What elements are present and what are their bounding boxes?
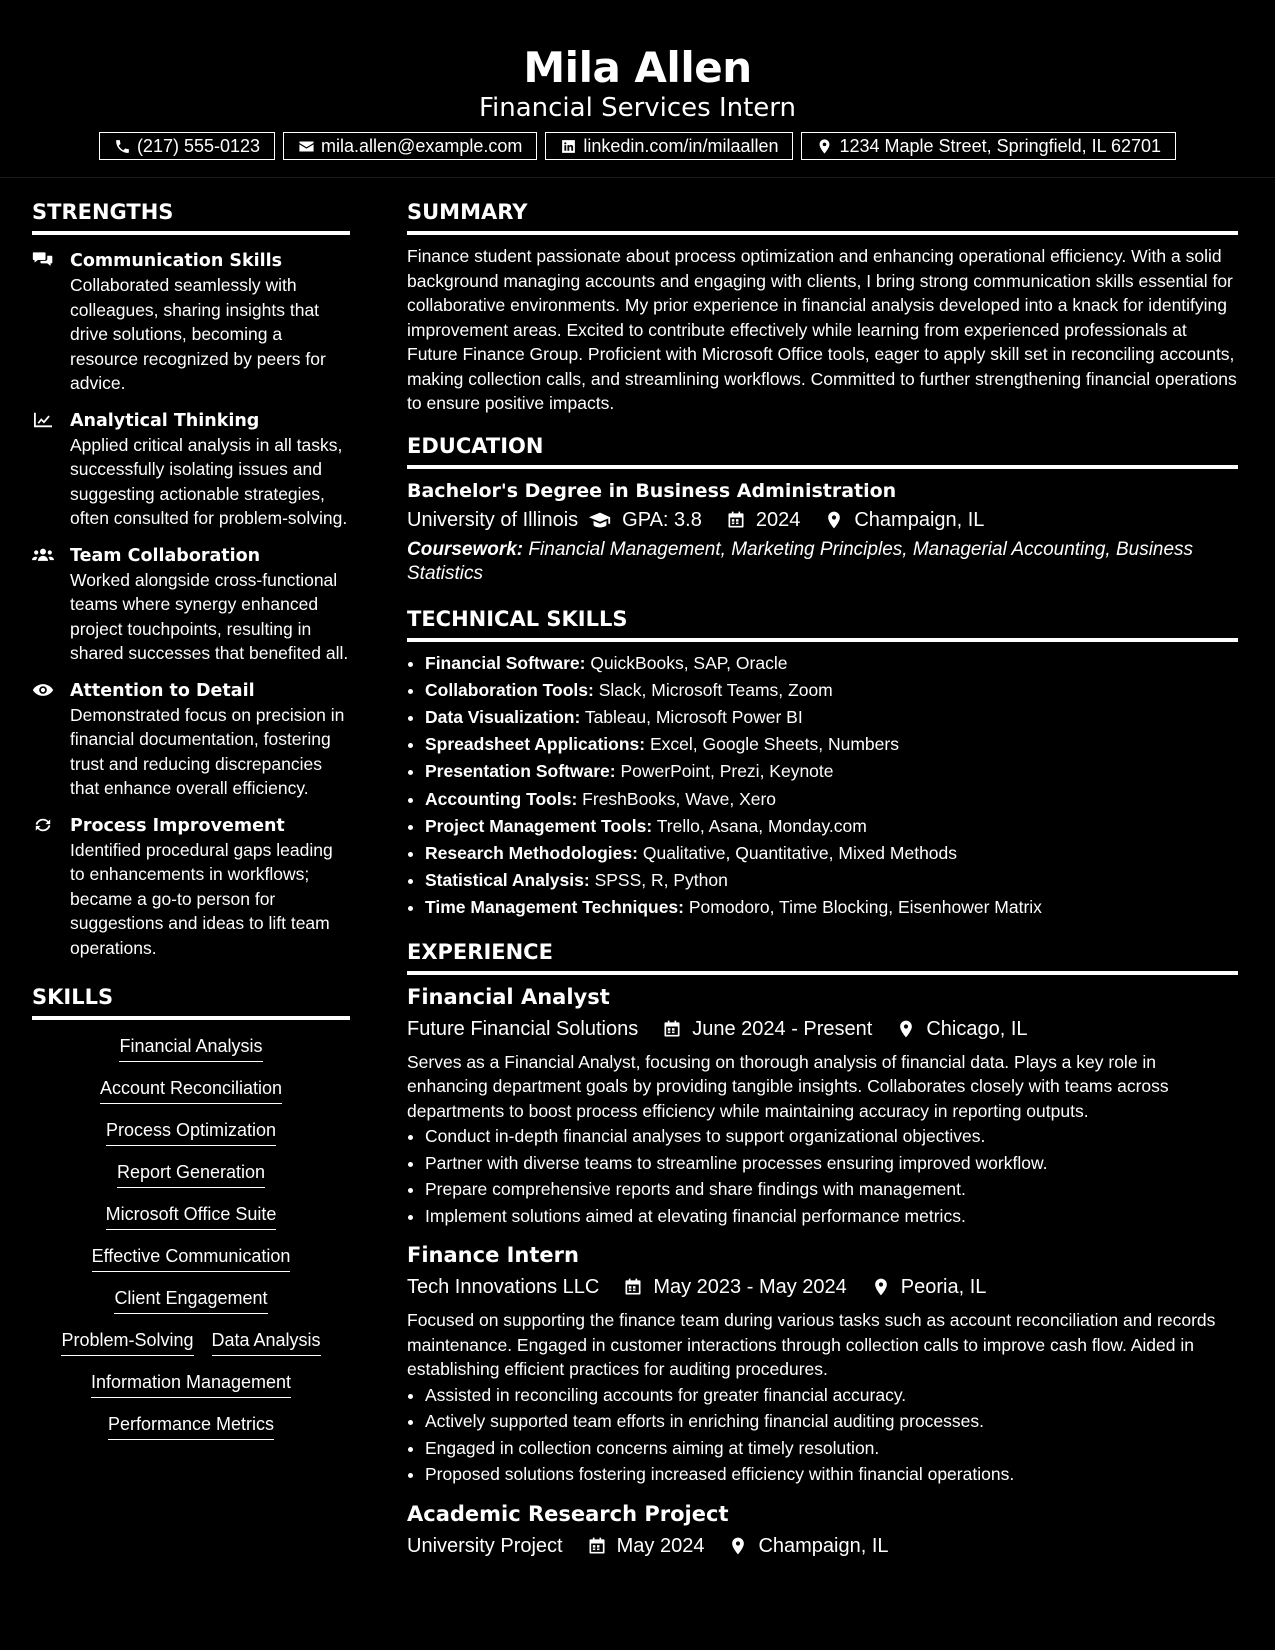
skills-heading: SKILLS [32, 984, 350, 1020]
school-name: University of Illinois [407, 508, 579, 531]
comments-icon [32, 251, 54, 269]
job-meta [407, 1013, 1238, 1045]
email-text: mila.allen@example.com [321, 135, 523, 156]
summary-text: Finance student passionate about process optimization and enhancing operational efficiency. With a solid background managing accounts and engaging with clients, I bring strong communication skills essential for collaborative environments. My prior experience in financial analysis developed into a knack for identifying improvement areas. Excited to contribute effectively while learning from experienced professionals at Future Finance Group. Proficient with Microsoft Office tools, eager to apply skill set in reconciling accounts, making collection calls, and streamlining workflows. Committed to further strengthening financial operations to ensure positive impacts. [407, 246, 1237, 413]
strength-title: Attention to Detail [70, 680, 255, 701]
job-dates: May 2024 [616, 1534, 705, 1557]
experience-entry [407, 1500, 1238, 1562]
strength-desc: Identified procedural gaps leading to enhancements in workflows; became a go-to person for suggestions and ideas to lift team operations. [70, 839, 333, 958]
list-item: • Data Visualization: Tableau, Microsoft Power BI [425, 704, 1238, 731]
coursework [407, 538, 1238, 586]
calendar-icon [587, 1536, 607, 1556]
job-meta [407, 1530, 1238, 1562]
calendar-icon [623, 1277, 643, 1297]
strength-item [32, 814, 350, 961]
list-item: • Implement solutions aimed at elevating financial performance metrics. [425, 1203, 1238, 1230]
company-name: Tech Innovations LLC [407, 1276, 600, 1299]
strength-title: Process Improvement [70, 815, 285, 836]
strength-title: Analytical Thinking [70, 410, 260, 431]
job-meta [407, 1271, 1238, 1303]
graduation-cap-icon [588, 510, 612, 530]
job-title: Financial Analyst [407, 984, 610, 1009]
degree-title: Bachelor's Degree in Business Administration [407, 479, 897, 502]
list-item: • Presentation Software: PowerPoint, Prezi, Keynote [425, 758, 1238, 785]
skill-tag: Microsoft Office Suite [106, 1202, 277, 1230]
candidate-name: Mila Allen [523, 43, 752, 92]
skills-list [32, 1034, 350, 1440]
skill-tag: Financial Analysis [119, 1034, 262, 1062]
list-item: • Time Management Techniques: Pomodoro, Time Blocking, Eisenhower Matrix [425, 894, 1238, 921]
map-marker-icon [824, 510, 844, 530]
map-marker-icon [896, 1019, 916, 1039]
skill-tag: Information Management [91, 1370, 291, 1398]
summary-heading: SUMMARY [407, 199, 1238, 235]
experience-heading: EXPERIENCE [407, 939, 1238, 975]
resume-header [0, 0, 1275, 178]
job-bullets [407, 1382, 1238, 1488]
education-meta [407, 504, 1238, 536]
phone-text: (217) 555-0123 [136, 135, 261, 156]
contact-email[interactable] [283, 132, 537, 160]
education-location: Champaign, IL [854, 508, 985, 531]
job-location: Peoria, IL [900, 1276, 987, 1299]
technical-skills-list [407, 650, 1238, 922]
job-bullets [407, 1123, 1238, 1229]
list-item: • Proposed solutions fostering increased efficiency within financial operations. [425, 1461, 1238, 1488]
contact-bar [0, 132, 1275, 160]
sync-icon [32, 816, 54, 834]
strength-desc: Applied critical analysis in all tasks, successfully isolating issues and suggesting actionable strategies, often consulted for problem-solving. [70, 434, 348, 528]
job-location: Chicago, IL [926, 1017, 1028, 1040]
skill-tag: Client Engagement [114, 1286, 267, 1314]
list-item: • Engaged in collection concerns aiming at timely resolution. [425, 1435, 1238, 1462]
list-item: • Project Management Tools: Trello, Asana, Monday.com [425, 813, 1238, 840]
map-marker-icon [871, 1277, 891, 1297]
coursework-list: Financial Management, Marketing Principles, Managerial Accounting, Business Statistics [407, 538, 1194, 584]
job-dates: June 2024 - Present [692, 1017, 873, 1040]
strength-item [32, 679, 350, 801]
strength-item [32, 544, 350, 666]
phone-icon [114, 138, 131, 155]
calendar-icon [662, 1019, 682, 1039]
envelope-icon [298, 138, 315, 155]
list-item: • Spreadsheet Applications: Excel, Google Sheets, Numbers [425, 731, 1238, 758]
strength-title: Communication Skills [70, 251, 283, 271]
list-item: • Actively supported team efforts in enriching financial auditing processes. [425, 1408, 1238, 1435]
experience-entry [407, 1241, 1238, 1488]
linkedin-text: linkedin.com/in/milaallen [583, 135, 779, 156]
skill-tag: Process Optimization [106, 1118, 276, 1146]
experience-entry [407, 983, 1238, 1230]
skill-tag: Problem-Solving [61, 1328, 193, 1356]
job-location: Champaign, IL [758, 1534, 889, 1557]
education-heading: EDUCATION [407, 433, 1238, 469]
chart-line-icon [32, 411, 54, 429]
eye-icon [32, 681, 54, 699]
strength-desc: Collaborated seamlessly with colleagues, sharing insights that drive solutions, becoming a resource recognized by peers for advice. [70, 275, 326, 393]
left-column [32, 178, 350, 1562]
job-description: Focused on supporting the finance team during various tasks such as account reconciliation and records maintenance. Engaged in customer interactions through collection calls to improve cash flow. Aided in establishing efficient practices for auditing procedures. [407, 1310, 1216, 1380]
company-name: Future Financial Solutions [407, 1017, 639, 1040]
strengths-heading: STRENGTHS [32, 199, 350, 235]
technical-skills-heading: TECHNICAL SKILLS [407, 606, 1238, 642]
calendar-icon [726, 510, 746, 530]
list-item: • Assisted in reconciling accounts for greater financial accuracy. [425, 1382, 1238, 1409]
strength-desc: Worked alongside cross-functional teams where synergy enhanced project touchpoints, resulting in shared successes that benefited all. [70, 569, 349, 663]
list-item: • Prepare comprehensive reports and share findings with management. [425, 1176, 1238, 1203]
list-item: • Collaboration Tools: Slack, Microsoft Teams, Zoom [425, 677, 1238, 704]
list-item: • Research Methodologies: Qualitative, Quantitative, Mixed Methods [425, 840, 1238, 867]
map-marker-icon [816, 138, 833, 155]
candidate-title: Financial Services Intern [478, 93, 797, 123]
coursework-label: Coursework: [407, 538, 524, 560]
skill-tag: Effective Communication [92, 1244, 291, 1272]
linkedin-icon [560, 138, 577, 155]
list-item: • Partner with diverse teams to streamline processes ensuring improved workflow. [425, 1150, 1238, 1177]
list-item: • Financial Software: QuickBooks, SAP, Oracle [425, 650, 1238, 677]
skill-tag: Performance Metrics [108, 1412, 274, 1440]
strength-title: Team Collaboration [70, 545, 261, 566]
users-icon [32, 546, 54, 564]
skill-tag: Report Generation [117, 1160, 265, 1188]
strength-desc: Demonstrated focus on precision in financial documentation, fostering trust and reducing discrepancies that enhance overall efficiency. [70, 704, 345, 798]
list-item: • Statistical Analysis: SPSS, R, Python [425, 867, 1238, 894]
contact-address [801, 132, 1176, 160]
strengths-list [32, 249, 350, 960]
skill-tag: Data Analysis [212, 1328, 321, 1356]
job-title: Academic Research Project [407, 1501, 729, 1526]
graduation-year: 2024 [755, 508, 801, 531]
right-column [407, 178, 1238, 1562]
skill-tag: Account Reconciliation [100, 1076, 282, 1104]
gpa-text: GPA: 3.8 [622, 508, 702, 531]
address-text: 1234 Maple Street, Springfield, IL 62701 [839, 135, 1162, 156]
company-name: University Project [407, 1534, 563, 1557]
job-dates: May 2023 - May 2024 [653, 1276, 847, 1299]
strength-item [32, 409, 350, 531]
job-description: Serves as a Financial Analyst, focusing on thorough analysis of financial data. Plays a key role in enhancing department goals by providing tangible insights. Collaborates closely with teams across departments to boost process efficiency while maintaining accuracy in reporting outputs. [407, 1051, 1169, 1121]
contact-linkedin[interactable] [545, 132, 793, 160]
list-item: • Accounting Tools: FreshBooks, Wave, Xero [425, 786, 1238, 813]
map-marker-icon [728, 1536, 748, 1556]
strength-item [32, 249, 350, 396]
list-item: • Conduct in-depth financial analyses to support organizational objectives. [425, 1123, 1238, 1150]
contact-phone[interactable] [99, 132, 275, 160]
job-title: Finance Intern [407, 1243, 579, 1268]
